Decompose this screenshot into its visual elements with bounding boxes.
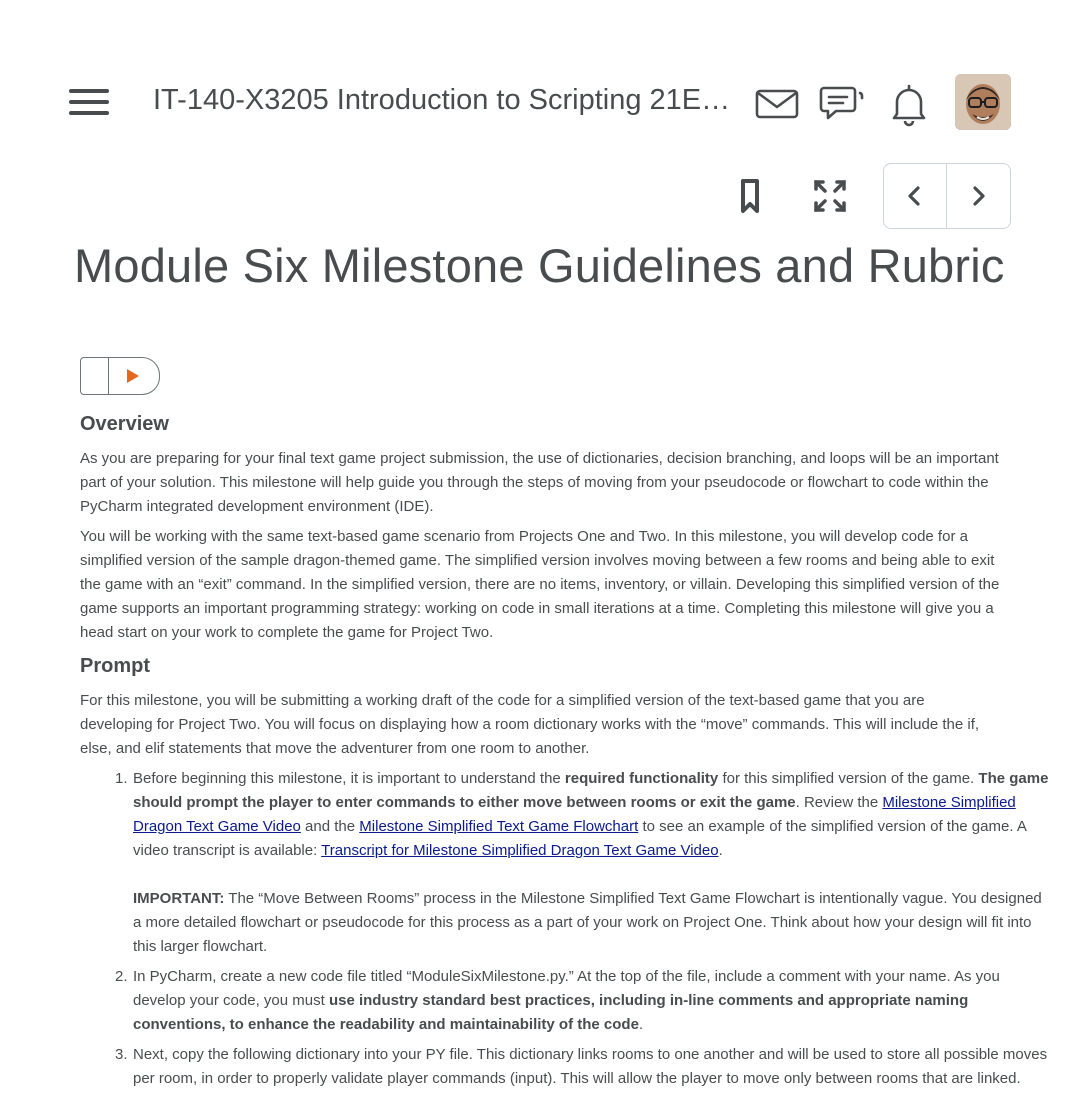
bookmark-icon[interactable] [732, 176, 768, 216]
next-button[interactable] [947, 164, 1009, 228]
overview-heading: Overview [80, 413, 169, 435]
flowchart-link[interactable]: Milestone Simplified Text Game Flowchart [359, 818, 639, 835]
prompt-paragraph: For this milestone, you will be submitting a working draft of the code for a simplified version of the text-based game that you are developing for Project Two. You will focus on displaying how a room dictionary works with the “move” commands. This will include the if, else, and elif statements that move the adventurer from one room to another. [80, 692, 980, 757]
transcript-link[interactable]: Transcript for Milestone Simplified Dragon Text Game Video [321, 842, 719, 859]
video-link[interactable]: Milestone Simplified Dragon Text Game Video [133, 794, 1016, 835]
top-navbar [0, 62, 1080, 142]
list-item: 3. Next, copy the following dictionary into your PY file. This dictionary links rooms to one another and will be used to store all possible moves per room, in order to properly validate player commands (input). This will allow the player to move only between rooms that are linked. [115, 1046, 1048, 1087]
mail-icon[interactable] [753, 80, 801, 128]
list-item: 1. Before beginning this milestone, it is important to understand the required functionality for this simplified version of the game. The game should prompt the player to enter commands to either move between rooms or exit the game. Review the Milestone Simplified Dragon Text Game Video and the Milestone Simplified Text Game Flowchart to see an example of the simplified version of the game. A video transcript is available: Transcript for Milestone Simplified Dragon Text Game Video. IMPORTANT: The “Move Between Rooms” process in the Milestone Simplified Text Game Flowchart is intentionally vague. You designed a more detailed flowchart or pseudocode for this process as a part of your work on Project One. Think about how your design will fit into this larger flowchart. [115, 770, 1049, 955]
hamburger-menu-icon[interactable] [66, 86, 112, 120]
prompt-heading: Prompt [80, 655, 150, 677]
chevron-right-icon [966, 184, 990, 208]
previous-button[interactable] [884, 164, 947, 228]
important-label: IMPORTANT: [133, 890, 225, 907]
bell-icon[interactable] [885, 80, 933, 128]
play-icon [125, 368, 141, 384]
page-navigation [883, 163, 1011, 229]
overview-paragraph-2: You will be working with the same text-based game scenario from Projects One and Two. In this milestone, you will develop code for a simplified version of the sample dragon-themed game. The simplified version involves moving between a few rooms and being able to exit the game with an “exit” command. In the simplified version, there are no items, inventory, or villain. Developing this simplified version of the game supports an important programming strategy: working on code in small iterations at a time. Completing this milestone will give you a head start on your work to complete the game for Project Two. [80, 528, 1000, 641]
chat-icon[interactable] [818, 80, 866, 128]
user-avatar[interactable] [955, 74, 1011, 130]
course-title[interactable]: IT-140-X3205 Introduction to Scripting 21E… [153, 84, 731, 116]
media-player-button[interactable] [80, 357, 160, 395]
page-title: Module Six Milestone Guidelines and Rubric [74, 239, 1005, 292]
list-item: 2. In PyCharm, create a new code file titled “ModuleSixMilestone.py.” At the top of the file, include a comment with your name. As you develop your code, you must use industry standard best practices, including in-line comments and appropriate naming conventions, to enhance the readability and maintainability of the code. [115, 968, 1000, 1033]
fullscreen-icon[interactable] [810, 176, 850, 216]
overview-paragraph-1: As you are preparing for your final text game project submission, the use of dictionaries, decision branching, and loops will be an important part of your solution. This milestone will help guide you through the steps of moving from your pseudocode or flowchart to code within the PyCharm integrated development environment (IDE). [80, 450, 999, 515]
steps-list [80, 767, 1053, 1097]
chevron-left-icon [903, 184, 927, 208]
